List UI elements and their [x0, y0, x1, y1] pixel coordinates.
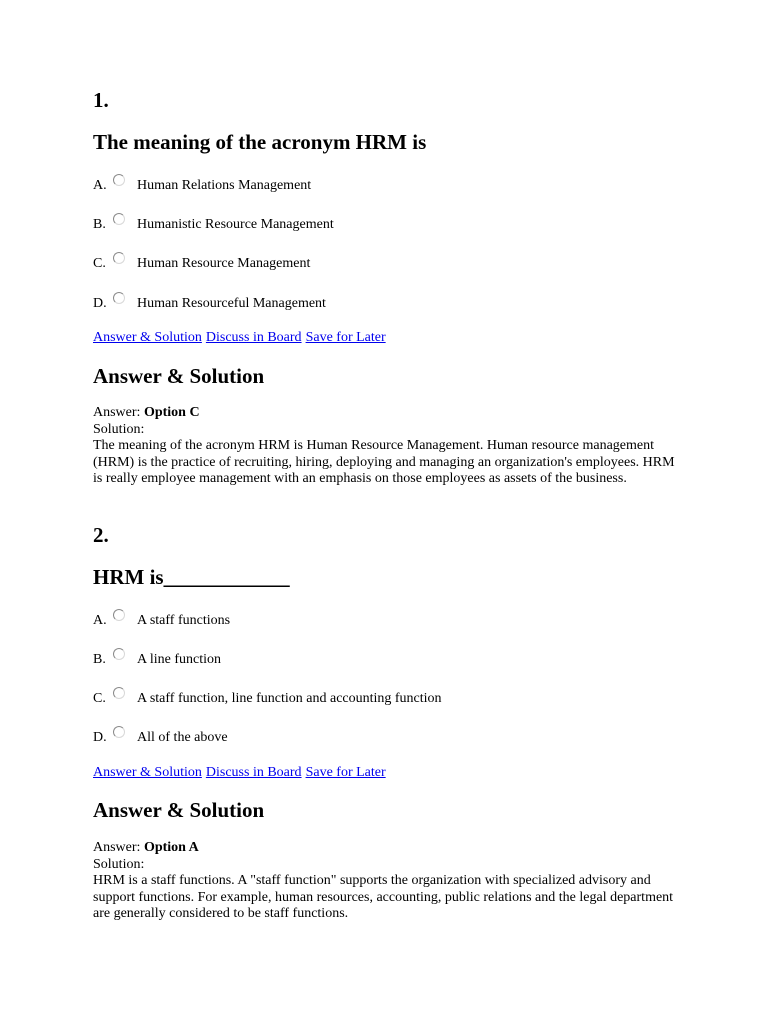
option-c[interactable] — [93, 255, 310, 273]
question-links — [93, 329, 390, 347]
radio-button-icon[interactable] — [113, 252, 125, 264]
radio-button-icon[interactable] — [113, 648, 125, 660]
option-label: Humanistic Resource Management — [137, 217, 334, 232]
radio-button-icon[interactable] — [113, 213, 125, 225]
option-letter: A. — [93, 178, 107, 193]
option-letter: B. — [93, 652, 106, 667]
option-letter: D. — [93, 296, 107, 311]
option-letter: C. — [93, 691, 106, 706]
answer-label: Answer: — [93, 840, 144, 855]
discuss-board-link[interactable]: Discuss in Board — [205, 330, 302, 345]
answer-block — [93, 840, 683, 923]
solution-label: Solution: — [93, 856, 145, 872]
option-b[interactable] — [93, 216, 334, 234]
radio-button-icon[interactable] — [113, 687, 125, 699]
question-text: HRM is____________ — [93, 565, 290, 589]
discuss-board-link[interactable]: Discuss in Board — [205, 765, 302, 780]
answer-heading: Answer & Solution — [93, 798, 265, 822]
option-b[interactable] — [93, 651, 221, 669]
option-d[interactable] — [93, 295, 326, 313]
option-label: All of the above — [137, 730, 228, 745]
option-a[interactable] — [93, 177, 311, 195]
option-label: Human Relations Management — [137, 178, 312, 193]
option-letter: B. — [93, 217, 106, 232]
answer-label: Answer: — [93, 405, 144, 420]
question-text: The meaning of the acronym HRM is — [93, 130, 427, 154]
answer-value: Option A — [143, 840, 199, 855]
answer-line — [93, 840, 683, 857]
solution-text: HRM is a staff functions. A "staff function" supports the organization with specialized advisory and support functions. For example, human resources, accounting, public relations and the legal department are generally considered to be staff functions. — [93, 873, 674, 922]
option-label: A staff function, line function and accounting function — [137, 691, 442, 706]
option-label: Human Resource Management — [137, 256, 311, 271]
option-label: Human Resourceful Management — [137, 296, 326, 311]
option-letter: D. — [93, 730, 107, 745]
solution-label: Solution: — [93, 421, 145, 437]
answer-heading: Answer & Solution — [93, 364, 265, 388]
question-links — [93, 764, 390, 782]
question-number: 2. — [93, 523, 109, 547]
answer-solution-link[interactable]: Answer & Solution — [93, 765, 202, 780]
radio-button-icon[interactable] — [113, 174, 125, 186]
save-for-later-link[interactable]: Save for Later — [305, 330, 386, 345]
option-label: A staff functions — [137, 613, 231, 628]
option-a[interactable] — [93, 612, 230, 630]
option-d[interactable] — [93, 729, 228, 747]
radio-button-icon[interactable] — [113, 609, 125, 621]
option-letter: C. — [93, 256, 106, 271]
question-number: 1. — [93, 88, 109, 112]
option-label: A line function — [137, 652, 221, 667]
answer-block — [93, 405, 683, 488]
radio-button-icon[interactable] — [113, 292, 125, 304]
solution-text: The meaning of the acronym HRM is Human Resource Management. Human resource management (HRM) is the practice of recruiting, hiring, deploying and managing an organization's employees. HRM is really employee management with an emphasis on those employees as assets of the business. — [93, 438, 675, 487]
option-c[interactable] — [93, 690, 442, 708]
answer-line — [93, 405, 683, 422]
option-letter: A. — [93, 613, 107, 628]
save-for-later-link[interactable]: Save for Later — [305, 765, 386, 780]
radio-button-icon[interactable] — [113, 726, 125, 738]
answer-value: Option C — [143, 405, 200, 420]
answer-solution-link[interactable]: Answer & Solution — [93, 330, 202, 345]
